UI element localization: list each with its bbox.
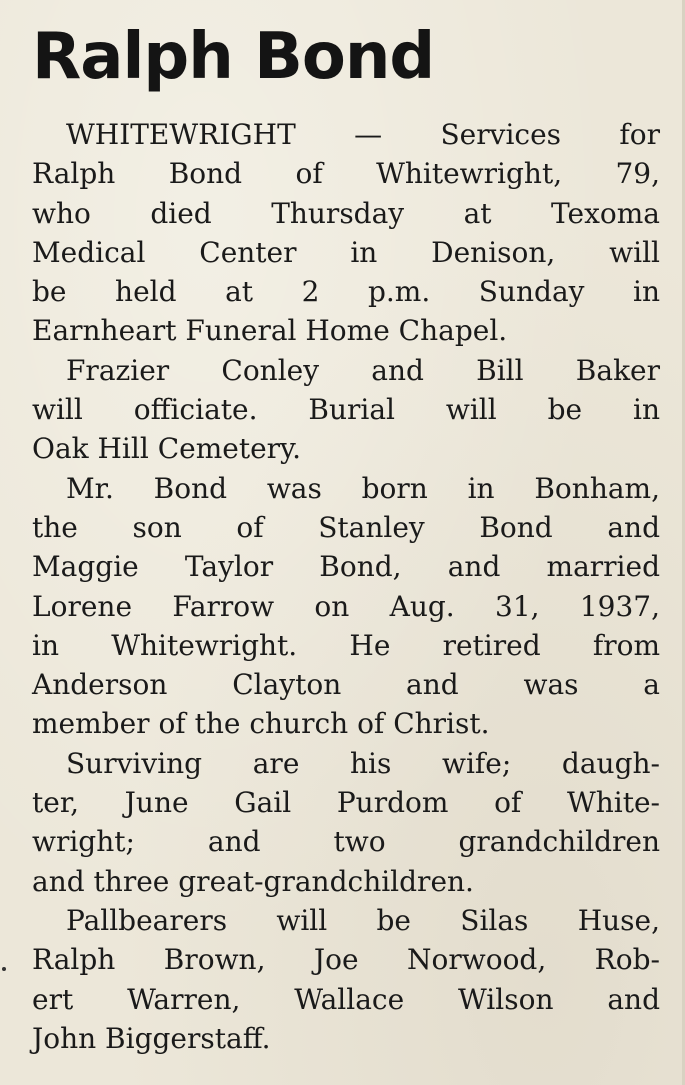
body-line: Pallbearers will be Silas Huse,	[66, 903, 660, 937]
body-line: Surviving are his wife; daugh-	[66, 746, 660, 780]
body-line: and three great-grandchildren.	[32, 864, 474, 898]
body-line: Lorene Farrow on Aug. 31, 1937,	[32, 589, 660, 623]
body-line: Anderson Clayton and was a	[32, 668, 660, 702]
obituary-headline: Ralph Bond	[32, 20, 435, 94]
body-line: Frazier Conley and Bill Baker	[66, 353, 660, 387]
body-line: the son of Stanley Bond and	[32, 510, 660, 544]
body-line: Maggie Taylor Bond, and married	[32, 550, 660, 584]
body-line: ter, June Gail Purdom of White-	[32, 786, 660, 820]
body-line: ert Warren, Wallace Wilson and	[32, 982, 660, 1016]
body-line: Ralph Bond of Whitewright, 79,	[32, 157, 660, 191]
body-line: in Whitewright. He retired from	[32, 628, 660, 662]
body-line: Oak Hill Cemetery.	[32, 432, 302, 466]
body-line: be held at 2 p.m. Sunday in	[32, 275, 660, 309]
ink-speck	[2, 967, 6, 971]
body-line: wright; and two grandchildren	[32, 825, 660, 859]
body-line: member of the church of Christ.	[32, 707, 490, 741]
body-line: Medical Center in Denison, will	[32, 235, 660, 269]
obituary-body	[32, 115, 660, 1058]
body-line: who died Thursday at Texoma	[32, 196, 660, 230]
body-line: WHITEWRIGHT — Services for	[66, 118, 660, 151]
body-line: Ralph Brown, Joe Norwood, Rob-	[32, 943, 660, 977]
body-line: John Biggerstaff.	[32, 1021, 271, 1055]
body-line: Mr. Bond was born in Bonham,	[66, 471, 660, 505]
body-line: will officiate. Burial will be in	[32, 393, 660, 427]
body-line: Earnheart Funeral Home Chapel.	[32, 314, 508, 348]
